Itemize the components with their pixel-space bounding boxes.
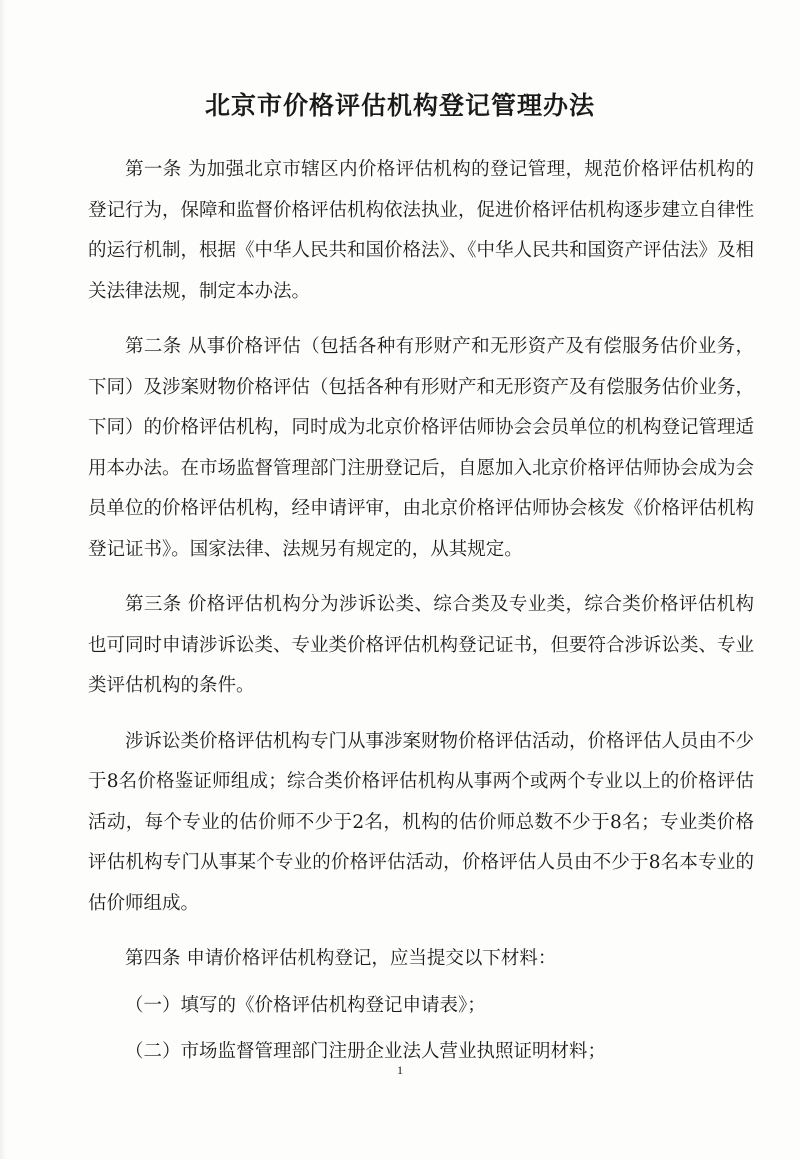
list-item-2: （二）市场监督管理部门注册企业法人营业执照证明材料； — [125, 1041, 607, 1062]
article-3-paragraph: 第三条 价格评估机构分为涉诉讼类、综合类及专业类，综合类价格评估机构也可同时申请涉诉讼类、专业类价格评估机构登记证书，但要符合涉诉讼类、专业类评估机构的条件。 — [88, 594, 755, 696]
litigation-category-paragraph: 涉诉讼类价格评估机构专门从事涉案财物价格评估活动，价格评估人员由不少于8名价格鉴证师组成；综合类价格评估机构从事两个或两个专业以上的价格评估活动，每个专业的估价师不少于2名，机构的估价师总数不少于8名；专业类价格评估机构专门从事某个专业的价格评估活动，价格评估人员由不少于8名本专业的估价师组成。 — [88, 730, 755, 914]
article-2-paragraph: 第二条 从事价格评估（包括各种有形财产和无形资产及有偿服务估价业务，下同）及涉案财物价格评估（包括各种有形财产和无形资产及有偿服务估价业务，下同）的价格评估机构，同时成为北京价格评估师协会会员单位的机构登记管理适用本办法。在市场监督管理部门注册登记后，自愿加入北京价格评估师协会成为会员单位的价格评估机构，经申请评审，由北京价格评估师协会核发《价格评估机构登记证书》。国家法律、法规另有规定的，从其规定。 — [88, 336, 755, 560]
article-4-paragraph: 第四条 申请价格评估机构登记，应当提交以下材料： — [125, 948, 557, 969]
article-1-paragraph: 第一条 为加强北京市辖区内价格评估机构的登记管理，规范价格评估机构的登记行为，保障和监督价格评估机构依法执业，促进价格评估机构逐步建立自律性的运行机制，根据《中华人民共和国价格法》、《中华人民共和国资产评估法》及相关法律法规，制定本办法。 — [88, 159, 755, 302]
document-body — [88, 150, 754, 1079]
document-title: 北京市价格评估机构登记管理办法 — [204, 91, 595, 120]
list-item-1: （一）填写的《价格评估机构登记申请表》； — [125, 994, 486, 1016]
page-number: 1 — [397, 1063, 403, 1077]
